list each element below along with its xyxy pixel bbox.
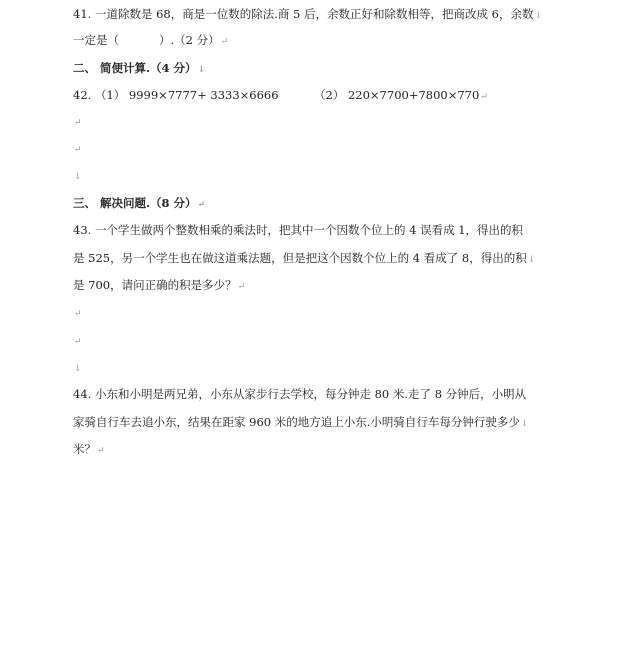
paragraph-mark: ↵ (74, 309, 82, 319)
q43-line1: 43. 一个学生做两个整数相乘的乘法时，把其中一个因数个位上的 4 误看成 1，得出的积 (73, 223, 524, 237)
paragraph-mark: ↵ (237, 282, 246, 292)
q42-part1: 42. （1） 9999×7777+ 3333×6666 (73, 88, 279, 102)
q43-line3: 是 700，请问正确的积是多少？↵ (73, 278, 246, 292)
paragraph-mark: ↓ (527, 255, 536, 265)
section2-title: 二、 简便计算.（4 分）↓ (73, 61, 206, 75)
q42-part2: （2） 220×7700+7800×770 (314, 88, 480, 102)
paragraph-mark: ↵ (197, 200, 206, 210)
q44-line1: 44. 小东和小明是两兄弟，小东从家步行去学校，每分钟走 80 米.走了 8 分钟后，小明从 (73, 387, 527, 401)
paragraph-mark: ↓ (74, 172, 82, 182)
paragraph-mark: ↵ (480, 92, 488, 102)
q44-line2: 家骑自行车去追小东，结果在距家 960 米的地方追上小东.小明骑自行车每分钟行驶多少↓ (73, 415, 529, 429)
empty-line (73, 333, 82, 349)
q44-line3: 米？↵ (73, 442, 105, 456)
paragraph-mark: ↵ (97, 446, 105, 456)
empty-line (73, 168, 82, 184)
paragraph-mark: ↓ (74, 364, 82, 374)
section3-title: 三、 解决问题.（8 分）↵ (73, 196, 206, 210)
empty-line (73, 114, 82, 130)
empty-line (73, 141, 82, 157)
paragraph-mark: ↓ (197, 65, 206, 75)
paragraph-mark: ↓ (520, 419, 529, 429)
paragraph-mark: ↵ (74, 145, 82, 155)
q43-line2: 是 525，另一个学生也在做这道乘法题，但是把这个因数个位上的 4 看成了 8，得出的积↓ (73, 251, 536, 265)
paragraph-mark: ↓ (534, 11, 543, 21)
paragraph-mark: ↵ (74, 337, 82, 347)
q41-line1: 41. 一道除数是 68，商是一位数的除法.商 5 后，余数正好和除数相等，把商改成 6，余数↓ (73, 7, 543, 21)
empty-line (73, 305, 82, 321)
paragraph-mark: ↵ (74, 118, 82, 128)
q41-line2: 一定是（ ）.（2 分）↵ (73, 33, 229, 47)
q42-line (73, 88, 488, 104)
empty-line (73, 360, 82, 376)
paragraph-mark: ↵ (220, 37, 229, 47)
